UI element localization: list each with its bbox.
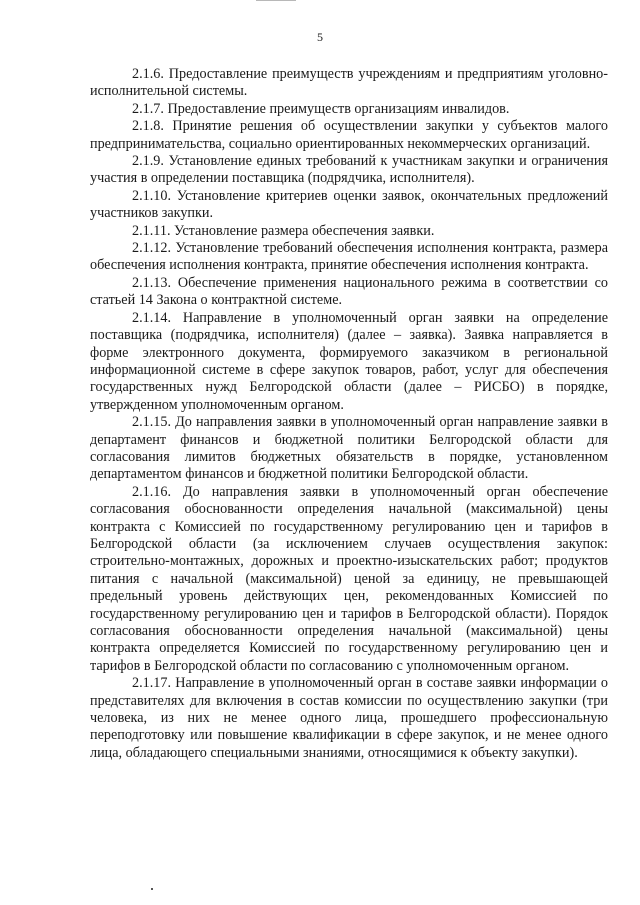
paragraph-2-1-17: 2.1.17. Направление в уполномоченный орган в составе заявки информации о представителях для включения в состав комиссии по осуществлению закупки (три человека, из них не менее одного лица, прошедшего профессиональную переподготовку или повышение квалификации в сфере закупок, и не менее одного лица, обладающего специальными знаниями, относящимися к объекту закупки). bbox=[90, 675, 608, 761]
document-body bbox=[90, 66, 608, 762]
paragraph-2-1-9: 2.1.9. Установление единых требований к участникам закупки и ограничения участия в определении поставщика (подрядчика, исполнителя). bbox=[90, 153, 608, 187]
paragraph-2-1-14: 2.1.14. Направление в уполномоченный орган заявки на определение поставщика (подрядчика, исполнителя) (далее – заявка). Заявка направляется в форме электронного документа, формируемого заказчиком в региональной информационной системе в сфере закупок товаров, работ, услуг для обеспечения государственных нужд Белгородской области (далее – РИСБО) в порядке, утвержденном уполномоченным органом. bbox=[90, 309, 608, 413]
paragraph-2-1-12: 2.1.12. Установление требований обеспечения исполнения контракта, размера обеспечения исполнения контракта, принятие обеспечения исполнения контракта. bbox=[90, 240, 608, 274]
paragraph-2-1-8: 2.1.8. Принятие решения об осуществлении закупки у субъектов малого предпринимательства, социально ориентированных некоммерческих организаций. bbox=[90, 118, 608, 152]
paragraph-2-1-15: 2.1.15. До направления заявки в уполномоченный орган направление заявки в департамент финансов и бюджетной политики Белгородской области для согласования лимитов бюджетных обязательств в порядке, установленном департаментом финансов и бюджетной политики Белгородской области. bbox=[90, 414, 608, 483]
paragraph-2-1-16: 2.1.16. До направления заявки в уполномоченный орган обеспечение согласования обоснованности определения начальной (максимальной) цены контракта с Комиссией по государственному регулированию цен и тарифов в Белгородской области (за исключением случаев осуществления закупок: строительно-монтажных, дорожных и проектно-изыскательских работ; продуктов питания с начальной (максимальной) ценой за единицу, не превышающей предельный уровень действующих цен, рекомендованных Комиссией по государственному регулированию цен и тарифов в Белгородской области). Порядок согласования обоснованности определения начальной (максимальной) цены контракта определяется Комиссией по государственному регулированию цен и тарифов в Белгородской области по согласованию с уполномоченным органом. bbox=[90, 483, 608, 674]
paragraph-2-1-10: 2.1.10. Установление критериев оценки заявок, окончательных предложений участников закупки. bbox=[90, 187, 608, 222]
page-number: 5 bbox=[317, 30, 323, 44]
scan-mark-top bbox=[256, 0, 296, 1]
scan-mark-bottom bbox=[151, 888, 153, 890]
paragraph-2-1-13: 2.1.13. Обеспечение применения национального режима в соответствии со статьей 14 Закона о контрактной системе. bbox=[90, 274, 608, 309]
paragraph-2-1-11: 2.1.11. Установление размера обеспечения заявки. bbox=[132, 222, 435, 239]
paragraph-2-1-6: 2.1.6. Предоставление преимуществ учреждениям и предприятиям уголовно-исполнительной системы. bbox=[90, 66, 608, 100]
paragraph-2-1-7: 2.1.7. Предоставление преимуществ организациям инвалидов. bbox=[132, 100, 510, 117]
